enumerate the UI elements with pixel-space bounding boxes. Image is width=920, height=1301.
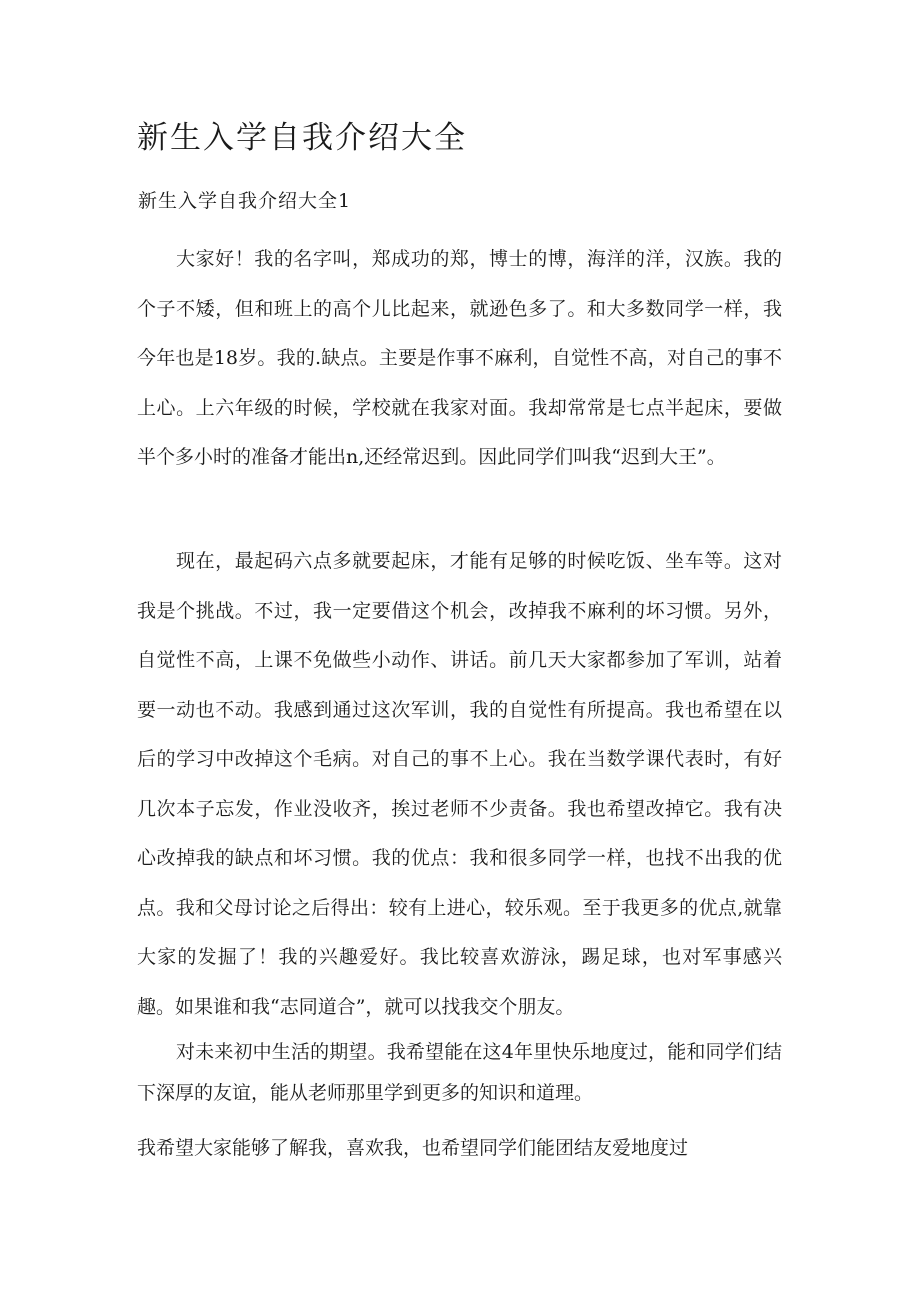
document-title: 新生入学自我介绍大全 bbox=[137, 120, 467, 156]
paragraph-introduction: 大家好！我的名字叫，郑成功的郑，博士的博，海洋的洋，汉族。我的个子不矮，但和班上的高个儿比起来，就逊色多了。和大多数同学一样，我今年也是18岁。我的.缺点。主要是作事不麻利，自觉性不高，对自己的事不上心。上六年级的时候，学校就在我家对面。我却常常是七点半起床，要做半个多小时的准备才能出n,还经常迟到。因此同学们叫我“迟到大王”。 bbox=[137, 248, 782, 468]
closing-line: 我希望大家能够了解我，喜欢我，也希望同学们能团结友爱地度过 bbox=[137, 1137, 689, 1159]
paragraph-resolutions: 现在，最起码六点多就要起床，才能有足够的时候吃饭、坐车等。这对我是个挑战。不过，我一定要借这个机会，改掉我不麻利的坏习惯。另外，自觉性不高，上课不免做些小动作、讲话。前几天大家都参加了军训，站着要一动也不动。我感到通过这次军训，我的自觉性有所提高。我也希望在以后的学习中改掉这个毛病。对自己的事不上心。我在当数学课代表时，有好几次本子忘发，作业没收齐，挨过老师不少责备。我也希望改掉它。我有决心改掉我的缺点和坏习惯。我的优点：我和很多同学一样，也找不出我的优点。我和父母讨论之后得出：较有上进心，较乐观。至于我更多的优点,就靠大家的发掘了！我的兴趣爱好。我比较喜欢游泳，踢足球，也对军事感兴趣。如果谁和我“志同道合”，就可以找我交个朋友。 bbox=[137, 550, 782, 1018]
paragraph-expectations: 对未来初中生活的期望。我希望能在这4年里快乐地度过，能和同学们结下深厚的友谊，能从老师那里学到更多的知识和道理。 bbox=[137, 1041, 782, 1104]
document-subtitle: 新生入学自我介绍大全1 bbox=[138, 190, 352, 212]
